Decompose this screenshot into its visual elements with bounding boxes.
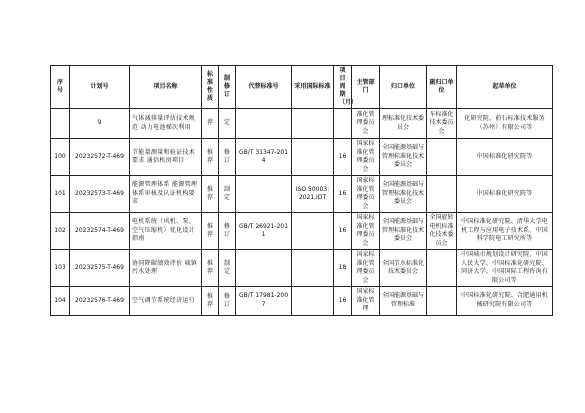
cell-drafting-unit: 化研究院、前石标准技术服务（苏州）有限公司等 xyxy=(457,109,553,139)
cell-tc-unit: 全国能源基础与管理标准化技术委员会 xyxy=(380,176,427,213)
cell-sub-tc-unit xyxy=(427,176,457,213)
cell-plan-no: 20232573-T-469 xyxy=(70,176,130,213)
cell-replaced-std: GB/T 17981-2007 xyxy=(236,287,292,316)
table-row xyxy=(51,176,553,213)
cell-period: 16 xyxy=(334,287,352,316)
cell-seq: 101 xyxy=(51,176,70,213)
cell-seq: 100 xyxy=(51,139,70,176)
cell-replaced-std xyxy=(236,109,292,139)
cell-project-name: 空气调节系统经济运行 xyxy=(130,287,202,316)
cell-tc-unit: 全国节水标准化技术委员会 xyxy=(380,250,427,287)
header-plan-no: 计划号 xyxy=(70,66,130,109)
cell-drafting-unit: 中国标准化研究院、合肥通用机械研究院有限公司等 xyxy=(457,287,553,316)
cell-project-name: 能源管理体系 能源管理体系审核及认证机构要求 xyxy=(130,176,202,213)
cell-project-name: 气体减排量评估技术规范 动力电池梯次利用 xyxy=(130,109,202,139)
table-row xyxy=(51,287,553,316)
header-replaced-std: 代替标准号 xyxy=(236,66,292,109)
cell-replaced-std xyxy=(236,176,292,213)
header-row xyxy=(51,66,553,109)
cell-replaced-std: GB/T 26921-2011 xyxy=(236,213,292,250)
header-tc-unit: 归口单位 xyxy=(380,66,427,109)
cell-period: 16 xyxy=(334,139,352,176)
cell-sub-tc-unit: 全国旋转电机标准化技术委员会 xyxy=(427,213,457,250)
cell-drafting-unit: 中国城市规划设计研究院、中国人民大学、中国标准化研究院、同济大学、中国国际工程咨询有限公司等 xyxy=(457,250,553,287)
cell-seq: 103 xyxy=(51,250,70,287)
header-project-name: 项目名称 xyxy=(130,66,202,109)
header-intl-std: 采用国际标准 xyxy=(292,66,334,109)
cell-drafting-unit: 中国标准化研究院等 xyxy=(457,139,553,176)
cell-intl-std xyxy=(292,109,334,139)
cell-plan-no: 9 xyxy=(70,109,130,139)
cell-intl-std: ISO 50003:2021,IDT xyxy=(292,176,334,213)
cell-competent-dept: 国家标准化管理委员会 xyxy=(352,176,380,213)
cell-revision: 修订 xyxy=(219,287,236,316)
cell-revision: 修订 xyxy=(219,139,236,176)
cell-tc-unit: 全国能源基础与管理标准 xyxy=(380,287,427,316)
cell-competent-dept: 国家标准化管理委员会 xyxy=(352,250,380,287)
cell-replaced-std: GB/T 31347-2014 xyxy=(236,139,292,176)
cell-std-nature: 推荐 xyxy=(202,250,219,287)
cell-std-nature: 推荐 xyxy=(202,176,219,213)
header-sub-tc-unit: 副归口单位 xyxy=(427,66,457,109)
cell-sub-tc-unit xyxy=(427,139,457,176)
cell-intl-std xyxy=(292,250,334,287)
table-row xyxy=(51,213,553,250)
cell-plan-no: 20232572-T-469 xyxy=(70,139,130,176)
cell-drafting-unit: 中国标准化研究院、清华大学电机工程与应用电子技术系、中国科学院电工研究所等 xyxy=(457,213,553,250)
header-period: 项目周期（月） xyxy=(334,66,352,109)
table-row xyxy=(51,250,553,287)
cell-tc-unit: 全国能源基础与管理标准化技术委员会 xyxy=(380,213,427,250)
cell-seq: 104 xyxy=(51,287,70,316)
table-row xyxy=(51,109,553,139)
cell-project-name: 节能量测量和验证技术要求 通信机房项目 xyxy=(130,139,202,176)
header-seq: 序号 xyxy=(51,66,70,109)
header-competent-dept: 主管部门 xyxy=(352,66,380,109)
cell-revision: 制定 xyxy=(219,176,236,213)
cell-sub-tc-unit: 车标准化技术委员会 xyxy=(427,109,457,139)
cell-std-nature: 推荐 xyxy=(202,139,219,176)
cell-drafting-unit: 中国标准化研究院等 xyxy=(457,176,553,213)
cell-sub-tc-unit xyxy=(427,250,457,287)
cell-intl-std xyxy=(292,287,334,316)
cell-revision: 制定 xyxy=(219,250,236,287)
cell-revision: 定 xyxy=(219,109,236,139)
cell-project-name: 协同降碳绩效评价 城镇污水处理 xyxy=(130,250,202,287)
header-std-nature: 标准性质 xyxy=(202,66,219,109)
cell-period: 18 xyxy=(334,250,352,287)
cell-plan-no: 20232576-T-469 xyxy=(70,287,130,316)
cell-intl-std xyxy=(292,213,334,250)
cell-seq xyxy=(51,109,70,139)
cell-std-nature: 荐 xyxy=(202,109,219,139)
cell-plan-no: 20232574-T-469 xyxy=(70,213,130,250)
cell-plan-no: 20232575-T-469 xyxy=(70,250,130,287)
header-revision: 制修订 xyxy=(219,66,236,109)
cell-competent-dept: 国家标准化管理委员会 xyxy=(352,139,380,176)
cell-period xyxy=(334,109,352,139)
cell-tc-unit: 理标准化技术委员会 xyxy=(380,109,427,139)
cell-tc-unit: 全国能源基础与管理标准化技术委员会 xyxy=(380,139,427,176)
cell-std-nature: 推荐 xyxy=(202,287,219,316)
cell-project-name: 电机系统（风机、泵、空气压缩机）优化设计指南 xyxy=(130,213,202,250)
header-drafting-unit: 起草单位 xyxy=(457,66,553,109)
cell-replaced-std xyxy=(236,250,292,287)
cell-competent-dept: 国家标准化管理委员会 xyxy=(352,213,380,250)
cell-sub-tc-unit xyxy=(427,287,457,316)
cell-std-nature: 推荐 xyxy=(202,213,219,250)
cell-intl-std xyxy=(292,139,334,176)
cell-competent-dept: 准化管理委员会 xyxy=(352,109,380,139)
cell-period: 16 xyxy=(334,213,352,250)
cell-competent-dept: 国家标准化管理 xyxy=(352,287,380,316)
cell-revision: 修订 xyxy=(219,213,236,250)
standards-plan-table xyxy=(50,65,553,316)
cell-seq: 102 xyxy=(51,213,70,250)
table-row xyxy=(51,139,553,176)
cell-period: 16 xyxy=(334,176,352,213)
